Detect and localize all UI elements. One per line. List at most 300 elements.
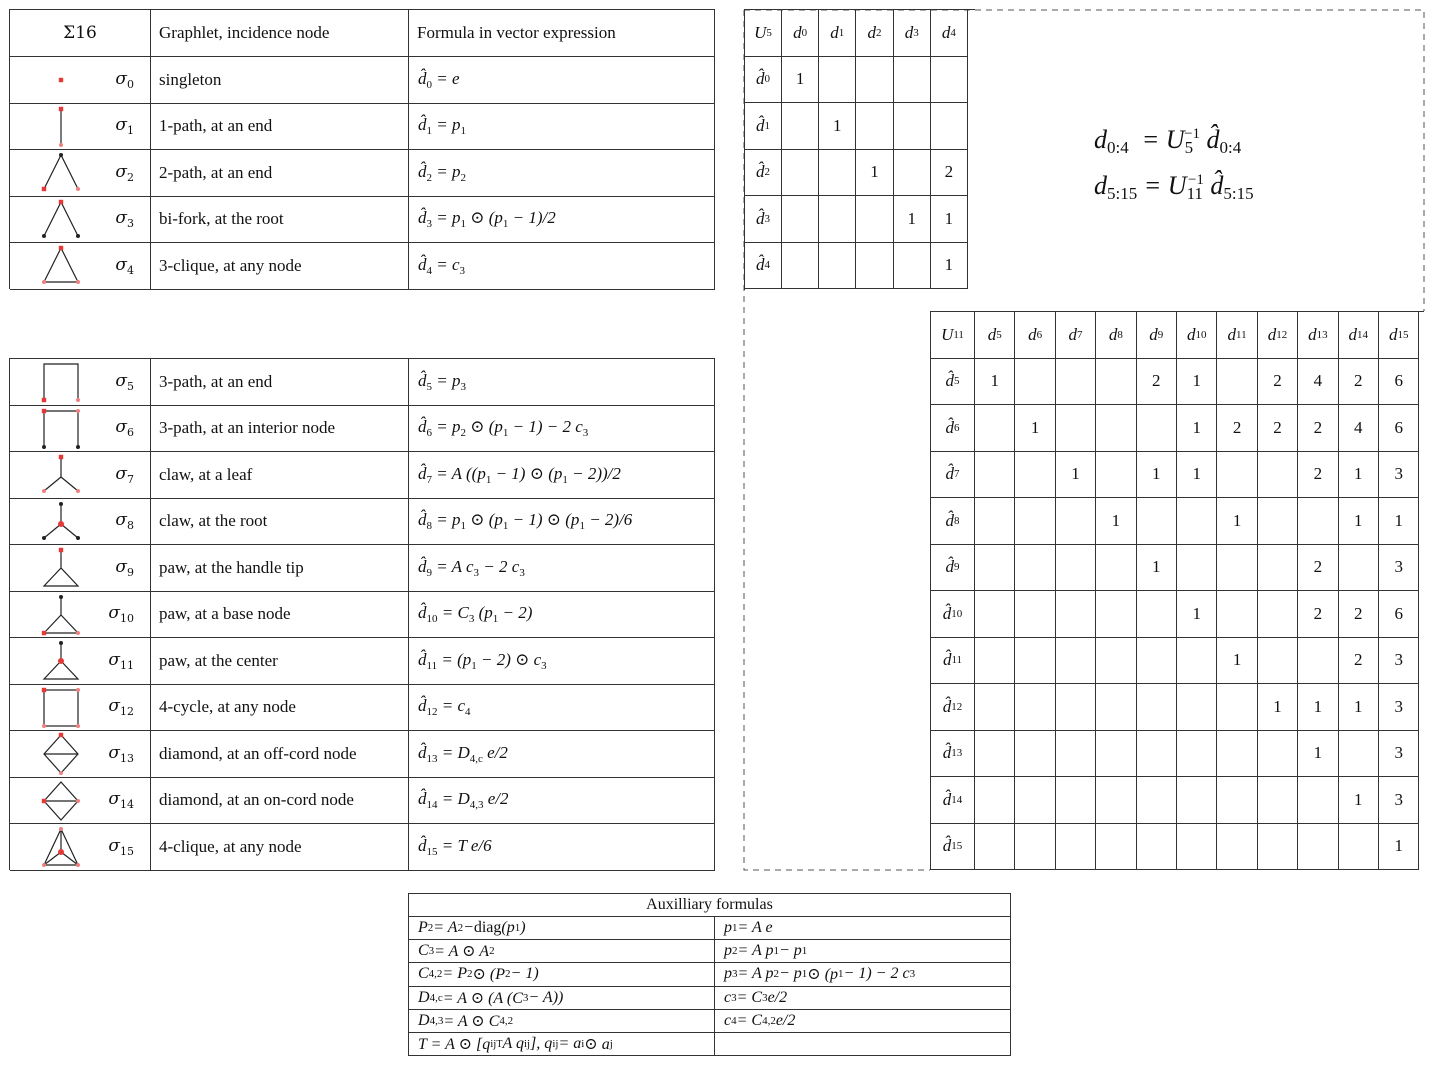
u11-cell (1258, 777, 1298, 824)
rows_bottom-sigma-cell (10, 731, 151, 778)
formula-text: $d̂_{10} = C_3$ $(p_1 - 2)$ (418, 603, 533, 626)
u11-cell: 1 (1339, 498, 1379, 545)
u11-cell (975, 638, 1015, 685)
u11-cell: 2 (1258, 405, 1298, 452)
u11-cell (1298, 638, 1338, 685)
u11-cell: 6 (1379, 591, 1419, 638)
u5-col-header: d 4 (931, 10, 968, 57)
graphlet-icon-2 (41, 151, 81, 195)
u11-cell (975, 684, 1015, 731)
aux-right-formula (715, 1033, 1011, 1056)
sigma-label: $\sigma_4$ (115, 254, 134, 277)
u5-row-header: d̂ 1 (745, 103, 782, 150)
u11-cell (1015, 452, 1055, 499)
rows_bottom-sigma-cell (10, 638, 151, 685)
graphlet-label: 4-cycle, at any node (151, 685, 409, 732)
sigma-label: $\sigma_7$ (115, 463, 134, 486)
u11-cell (1056, 731, 1096, 778)
graphlet-icon-12 (41, 686, 81, 730)
u5-cell: 1 (819, 103, 856, 150)
aux-left-formula: P 2 = A 2 − diag (p 1 ) (409, 917, 715, 940)
sigma-label: $\sigma_3$ (115, 208, 134, 231)
aux-title: Auxilliary formulas (409, 894, 1011, 917)
u11-col-header: d 14 (1339, 312, 1379, 359)
u11-col-header: d 7 (1056, 312, 1096, 359)
u11-cell: 1 (1339, 452, 1379, 499)
graphlet-icon-13 (41, 732, 81, 776)
u11-cell (975, 545, 1015, 592)
u11-cell: 1 (1177, 452, 1217, 499)
rows_bottom-sigma-cell (10, 545, 151, 592)
graphlet-formula (409, 592, 715, 639)
graphlet-formula (409, 150, 715, 197)
graphlet-table-top (9, 9, 715, 289)
formula-text: $d̂_1 = p_1$ (418, 115, 466, 138)
header-sigma: Σ16 (10, 10, 151, 57)
rows_bottom-sigma-cell (10, 824, 151, 871)
u11-cell (1217, 777, 1257, 824)
u11-cell: 1 (1217, 498, 1257, 545)
u11-cell (1177, 824, 1217, 871)
header-graphlet: Graphlet, incidence node (151, 10, 409, 57)
u11-cell: 1 (1379, 824, 1419, 871)
u11-cell (1137, 498, 1177, 545)
u5-cell (856, 57, 893, 104)
formula-text: $d̂_6 = p_2$ ⊙ $(p_1 - 1) - 2$ $c_3$ (418, 417, 589, 440)
u11-cell (1096, 545, 1136, 592)
u11-cell (1015, 824, 1055, 871)
u11-cell (1056, 405, 1096, 452)
u11-cell (1056, 777, 1096, 824)
u5-cell (782, 150, 819, 197)
u11-cell (1137, 684, 1177, 731)
u11-cell (1217, 359, 1257, 406)
u11-row-header: d̂ 11 (931, 638, 975, 685)
u11-cell: 1 (1096, 498, 1136, 545)
u11-cell (1056, 359, 1096, 406)
graphlet-label: claw, at the root (151, 499, 409, 546)
graphlet-label: paw, at a base node (151, 592, 409, 639)
u11-cell (1339, 824, 1379, 871)
formula-text: $d̂_3 = p_1$ ⊙ $(p_1 - 1)/2$ (418, 208, 556, 231)
u11-cell (975, 824, 1015, 871)
u11-row-header: d̂ 13 (931, 731, 975, 778)
rows_top-sigma-cell (10, 57, 151, 104)
sigma-label: $\sigma_2$ (115, 161, 134, 184)
rows_bottom-sigma-cell (10, 685, 151, 732)
u11-cell: 2 (1137, 359, 1177, 406)
graphlet-icon-8 (41, 500, 81, 544)
u11-cell (1137, 731, 1177, 778)
u11-row-header: d̂ 10 (931, 591, 975, 638)
graphlet-icon-6 (41, 407, 81, 451)
u11-cell: 6 (1379, 405, 1419, 452)
u11-cell: 1 (1177, 359, 1217, 406)
u5-cell (782, 243, 819, 290)
graphlet-formula (409, 545, 715, 592)
u5-cell: 1 (856, 150, 893, 197)
formula-text: $d̂_{14} = D_{4,3}$ e/2 (418, 789, 509, 812)
u11-cell: 2 (1258, 359, 1298, 406)
u5-row-header: d̂ 2 (745, 150, 782, 197)
u11-row-header: d̂ 5 (931, 359, 975, 406)
graphlet-formula (409, 406, 715, 453)
u11-cell (1056, 545, 1096, 592)
u5-matrix (744, 9, 975, 290)
inverse-equations (1094, 118, 1254, 210)
rows_bottom-sigma-cell (10, 452, 151, 499)
graphlet-formula (409, 778, 715, 825)
u11-cell (1177, 684, 1217, 731)
u11-cell (975, 498, 1015, 545)
sigma-label: $\sigma_{12}$ (108, 696, 134, 719)
graphlet-label: singleton (151, 57, 409, 104)
rows_bottom-sigma-cell (10, 359, 151, 406)
u5-col-header: d 2 (856, 10, 893, 57)
aux-right-formula: p 2 = A p 1 − p 1 (715, 940, 1011, 963)
sigma-label: $\sigma_{15}$ (108, 835, 134, 858)
u5-cell (782, 196, 819, 243)
u5-col-header: d 1 (819, 10, 856, 57)
u5-row-header: d̂ 3 (745, 196, 782, 243)
u11-cell: 3 (1379, 777, 1419, 824)
sigma-label: $\sigma_{14}$ (108, 789, 134, 812)
equation-0-4: d0:4 = $U5^{-1}$ d̂0:4 (1094, 125, 1242, 157)
formula-text: $d̂_{12} = c_4$ (418, 696, 471, 719)
graphlet-formula (409, 731, 715, 778)
aux-right-formula: p 3 = A p 2 − p 1 ⊙ (p 1 − 1) − 2 c 3 (715, 963, 1011, 986)
sigma-label: $\sigma_{11}$ (108, 649, 134, 672)
u5-cell (856, 196, 893, 243)
u11-cell: 1 (1015, 405, 1055, 452)
u11-cell (1056, 638, 1096, 685)
u11-cell: 6 (1379, 359, 1419, 406)
auxiliary-formulas-table (408, 893, 1011, 1056)
graphlet-formula (409, 57, 715, 104)
graphlet-label: paw, at the center (151, 638, 409, 685)
formula-text: $d̂_{15} = T$ e/6 (418, 835, 492, 858)
u11-cell (1339, 545, 1379, 592)
aux-left-formula: D 4,3 = A ⊙ C 4,2 (409, 1010, 715, 1033)
u11-cell (1217, 731, 1257, 778)
sigma-label: $\sigma_1$ (115, 115, 134, 138)
graphlet-formula (409, 452, 715, 499)
formula-text: $d̂_2 = p_2$ (418, 161, 466, 184)
formula-text: $d̂_7 = A$ ($(p_1 - 1)$ ⊙ $(p_1 - 2))/2$ (418, 463, 621, 486)
u11-row-header: d̂ 6 (931, 405, 975, 452)
sigma-label: $\sigma_8$ (115, 510, 134, 533)
u11-cell (1015, 591, 1055, 638)
u11-matrix (930, 311, 1424, 870)
graphlet-icon-10 (41, 593, 81, 637)
u11-cell: 1 (1056, 452, 1096, 499)
u5-cell (894, 103, 931, 150)
u5-cell (819, 150, 856, 197)
u11-cell (1298, 824, 1338, 871)
graphlet-label: 3-path, at an interior node (151, 406, 409, 453)
u11-cell (1137, 638, 1177, 685)
sigma-label: $\sigma_{10}$ (108, 603, 134, 626)
u5-cell (819, 57, 856, 104)
formula-text: $d̂_9 = A$ $c_3 - 2$ $c_3$ (418, 556, 525, 579)
u11-col-header: d 9 (1137, 312, 1177, 359)
graphlet-label: diamond, at an off-cord node (151, 731, 409, 778)
u11-col-header: d 13 (1298, 312, 1338, 359)
aux-left-formula: C 4,2 = P 2 ⊙ (P 2 − 1) (409, 963, 715, 986)
rows_bottom-sigma-cell (10, 778, 151, 825)
graphlet-formula (409, 104, 715, 151)
u11-cell (1137, 405, 1177, 452)
u5-cell (894, 57, 931, 104)
aux-left-formula: T = A ⊙ [q ij T A q ij ], q ij = a i ⊙ a j (409, 1033, 715, 1056)
u11-cell (1258, 591, 1298, 638)
u11-cell (1015, 359, 1055, 406)
u11-row-header: d̂ 12 (931, 684, 975, 731)
graphlet-icon-11 (41, 639, 81, 683)
u11-cell (1056, 684, 1096, 731)
u11-cell (1056, 498, 1096, 545)
u11-cell: 3 (1379, 731, 1419, 778)
u5-cell (931, 103, 968, 150)
graphlet-label: bi-fork, at the root (151, 197, 409, 244)
u11-cell: 1 (1379, 498, 1419, 545)
graphlet-icon-4 (41, 244, 81, 288)
u11-col-header: d 11 (1217, 312, 1257, 359)
u11-cell: 2 (1298, 545, 1338, 592)
u11-cell (1096, 359, 1136, 406)
graphlet-label: 3-clique, at any node (151, 243, 409, 290)
u11-cell (1096, 824, 1136, 871)
u11-cell: 2 (1339, 638, 1379, 685)
u11-corner: U 11 (931, 312, 975, 359)
sigma-label: $\sigma_0$ (115, 68, 134, 91)
graphlet-label: 3-path, at an end (151, 359, 409, 406)
u11-cell: 2 (1339, 591, 1379, 638)
u11-cell: 3 (1379, 452, 1419, 499)
u11-cell: 1 (1137, 452, 1177, 499)
u11-cell (1258, 731, 1298, 778)
u11-cell: 1 (1339, 777, 1379, 824)
sigma-label: $\sigma_9$ (115, 556, 134, 579)
u11-col-header: d 6 (1015, 312, 1055, 359)
u5-row-header: d̂ 4 (745, 243, 782, 290)
graphlet-icon-1 (41, 105, 81, 149)
u11-cell (1015, 545, 1055, 592)
u11-cell: 4 (1339, 405, 1379, 452)
u11-cell (1015, 684, 1055, 731)
formula-text: $d̂_5 = p_3$ (418, 370, 466, 393)
graphlet-icon-15 (41, 825, 81, 869)
u11-cell (975, 405, 1015, 452)
u5-cell (819, 243, 856, 290)
u5-cell (856, 103, 893, 150)
u5-cell: 1 (931, 243, 968, 290)
u11-cell: 1 (1217, 638, 1257, 685)
sigma-label: $\sigma_{13}$ (108, 742, 134, 765)
u11-cell (1217, 684, 1257, 731)
formula-text: $d̂_8 = p_1$ ⊙ $(p_1 - 1)$ ⊙ $(p_1 - 2)/6$ (418, 510, 633, 533)
u11-row-header: d̂ 14 (931, 777, 975, 824)
graphlet-label: 2-path, at an end (151, 150, 409, 197)
u11-cell (1096, 591, 1136, 638)
header-formula: Formula in vector expression (409, 10, 715, 57)
u11-cell: 1 (1339, 684, 1379, 731)
u5-col-header: d 0 (782, 10, 819, 57)
graphlet-label: 4-clique, at any node (151, 824, 409, 871)
u11-cell (1015, 777, 1055, 824)
u5-cell (894, 150, 931, 197)
u5-cell (931, 57, 968, 104)
graphlet-label: 1-path, at an end (151, 104, 409, 151)
sigma-label: $\sigma_5$ (115, 370, 134, 393)
graphlet-icon-9 (41, 546, 81, 590)
u11-cell (1217, 545, 1257, 592)
u11-cell (1137, 824, 1177, 871)
u11-cell (975, 452, 1015, 499)
rows_top-sigma-cell (10, 243, 151, 290)
u11-cell: 2 (1298, 405, 1338, 452)
u11-cell: 1 (1177, 405, 1217, 452)
u11-cell (1258, 498, 1298, 545)
rows_top-sigma-cell (10, 197, 151, 244)
u11-cell (1177, 545, 1217, 592)
equation-5-15: d5:15 = $U11^{-1}$ d̂5:15 (1094, 171, 1254, 203)
u11-col-header: d 15 (1379, 312, 1419, 359)
u11-cell: 1 (975, 359, 1015, 406)
u11-cell (1137, 777, 1177, 824)
aux-right-formula: c 3 = C 3 e/2 (715, 987, 1011, 1010)
u11-cell (975, 731, 1015, 778)
rows_top-sigma-cell (10, 104, 151, 151)
u11-cell: 4 (1298, 359, 1338, 406)
u11-col-header: d 10 (1177, 312, 1217, 359)
u11-row-header: d̂ 15 (931, 824, 975, 871)
aux-right-formula: p 1 = A e (715, 917, 1011, 940)
u11-cell (1096, 777, 1136, 824)
u11-cell (1177, 498, 1217, 545)
u11-cell (1056, 824, 1096, 871)
u11-cell: 1 (1298, 684, 1338, 731)
graphlet-formula (409, 685, 715, 732)
u11-cell (1177, 638, 1217, 685)
u11-cell (975, 591, 1015, 638)
u11-cell (1137, 591, 1177, 638)
u5-cell (856, 243, 893, 290)
u5-cell (894, 243, 931, 290)
u11-cell (1015, 638, 1055, 685)
u11-cell (1258, 452, 1298, 499)
graphlet-formula (409, 638, 715, 685)
u11-cell (1177, 777, 1217, 824)
graphlet-formula (409, 824, 715, 871)
u5-cell: 2 (931, 150, 968, 197)
u11-cell: 1 (1258, 684, 1298, 731)
u5-cell: 1 (894, 196, 931, 243)
u11-cell: 3 (1379, 638, 1419, 685)
graphlet-icon-5 (41, 360, 81, 404)
rows_bottom-sigma-cell (10, 592, 151, 639)
u11-row-header: d̂ 7 (931, 452, 975, 499)
u11-cell (1177, 731, 1217, 778)
graphlet-label: claw, at a leaf (151, 452, 409, 499)
u11-col-header: d 12 (1258, 312, 1298, 359)
u11-cell (1096, 452, 1136, 499)
u11-cell (1096, 405, 1136, 452)
graphlet-formula (409, 243, 715, 290)
u11-cell (1258, 824, 1298, 871)
u11-cell (1298, 498, 1338, 545)
aux-left-formula: C 3 = A ⊙ A 2 (409, 940, 715, 963)
graphlet-label: diamond, at an on-cord node (151, 778, 409, 825)
u11-cell: 1 (1298, 731, 1338, 778)
u11-row-header: d̂ 8 (931, 498, 975, 545)
u11-cell (1096, 638, 1136, 685)
u11-cell: 2 (1217, 405, 1257, 452)
u11-cell: 2 (1298, 452, 1338, 499)
u5-row-header: d̂ 0 (745, 57, 782, 104)
u11-cell: 2 (1339, 359, 1379, 406)
u5-col-header: d 3 (894, 10, 931, 57)
u11-cell (1258, 545, 1298, 592)
u11-cell (1217, 824, 1257, 871)
graphlet-label: paw, at the handle tip (151, 545, 409, 592)
graphlet-formula (409, 359, 715, 406)
formula-text: $d̂_{13} = D_{4,c}$ e/2 (418, 742, 508, 765)
rows_top-sigma-cell (10, 150, 151, 197)
u11-cell: 3 (1379, 545, 1419, 592)
u5-corner: U 5 (745, 10, 782, 57)
u11-cell (1015, 498, 1055, 545)
u11-cell (975, 777, 1015, 824)
rows_bottom-sigma-cell (10, 406, 151, 453)
formula-text: $d̂_0 = e$ (418, 68, 460, 91)
graphlet-icon-7 (41, 453, 81, 497)
aux-right-formula: c 4 = C 4,2 e/2 (715, 1010, 1011, 1033)
u11-cell (1217, 591, 1257, 638)
formula-text: $d̂_4 = c_3$ (418, 254, 466, 277)
u11-col-header: d 5 (975, 312, 1015, 359)
graphlet-formula (409, 499, 715, 546)
u11-cell (1258, 638, 1298, 685)
rows_bottom-sigma-cell (10, 499, 151, 546)
u11-cell (1015, 731, 1055, 778)
u11-cell (1056, 591, 1096, 638)
u11-cell (1217, 452, 1257, 499)
aux-left-formula: D 4,c = A ⊙ (A (C 3 − A)) (409, 987, 715, 1010)
graphlet-icon-0 (41, 58, 81, 102)
u5-cell: 1 (782, 57, 819, 104)
u11-col-header: d 8 (1096, 312, 1136, 359)
graphlet-table-bottom (9, 358, 715, 870)
graphlet-icon-3 (41, 198, 81, 242)
graphlet-icon-14 (41, 779, 81, 823)
u11-cell (1096, 684, 1136, 731)
u11-cell (1096, 731, 1136, 778)
u11-cell: 2 (1298, 591, 1338, 638)
u11-cell (1339, 731, 1379, 778)
u11-cell: 1 (1177, 591, 1217, 638)
u5-cell (819, 196, 856, 243)
sigma-label: $\sigma_6$ (115, 417, 134, 440)
u11-cell: 1 (1137, 545, 1177, 592)
u11-row-header: d̂ 9 (931, 545, 975, 592)
u5-cell: 1 (931, 196, 968, 243)
formula-text: $d̂_{11} = (p_1 - 2)$ ⊙ $c_3$ (418, 649, 547, 672)
u11-cell: 3 (1379, 684, 1419, 731)
graphlet-formula (409, 197, 715, 244)
u11-cell (1298, 777, 1338, 824)
u5-cell (782, 103, 819, 150)
